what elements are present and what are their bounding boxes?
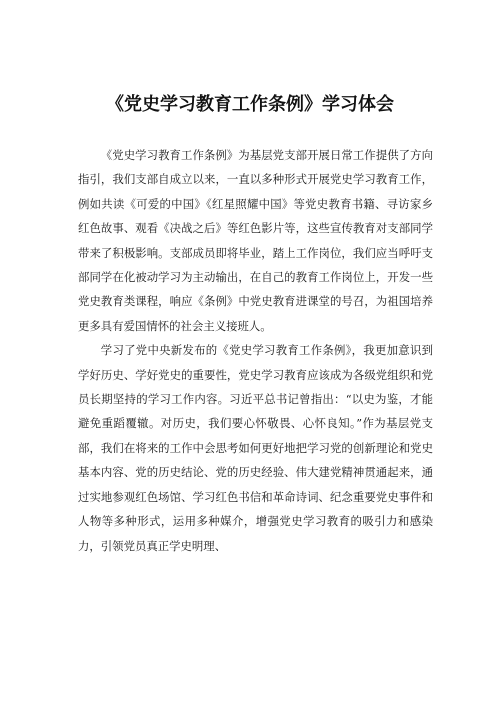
paragraph-1: 《党史学习教育工作条例》为基层党支部开展日常工作提供了方向指引，我们支部自成立以来，一直以多种形式开展党史学习教育工作，例如共读《可爱的中国》《红星照耀中国》等党史教育书籍、寻访家乡红色故事、观看《决战之后》等红色影片等，这些宣传教育对支部同学带来了积极影响。支部成员即将毕业，踏上工作岗位，我们应当呼吁支部同学在化被动学习为主动输出，在自己的教育工作岗位上，开发一些党史教育类课程，响应《条例》中党史教育进课堂的号召，为祖国培养更多具有爱国情怀的社会主义接班人。 xyxy=(78,148,433,333)
document-title: 《党史学习教育工作条例》学习体会 xyxy=(106,94,394,115)
document-body xyxy=(78,143,433,558)
paragraph-2: 学习了党中央新发布的《党史学习教育工作条例》，我更加意识到学好历史、学好党史的重要性，党史学习教育应该成为各级党组织和党员长期坚持的学习工作内容。习近平总书记曾指出：“以史为鉴，才能避免重蹈覆辙。对历史，我们要心怀敬畏、心怀良知。”作为基层党支部，我们在将来的工作中会思考如何更好地把学习党的创新理论和党史基本内容、党的历史结论、党的历史经验、伟大建党精神贯通起来，通过实地参观红色场馆、学习红色书信和革命诗词、纪念重要党史事件和人物等多种形式，运用多种媒介，增强党史学习教育的吸引力和感染力，引领党员真正学史明理、 xyxy=(78,343,433,553)
